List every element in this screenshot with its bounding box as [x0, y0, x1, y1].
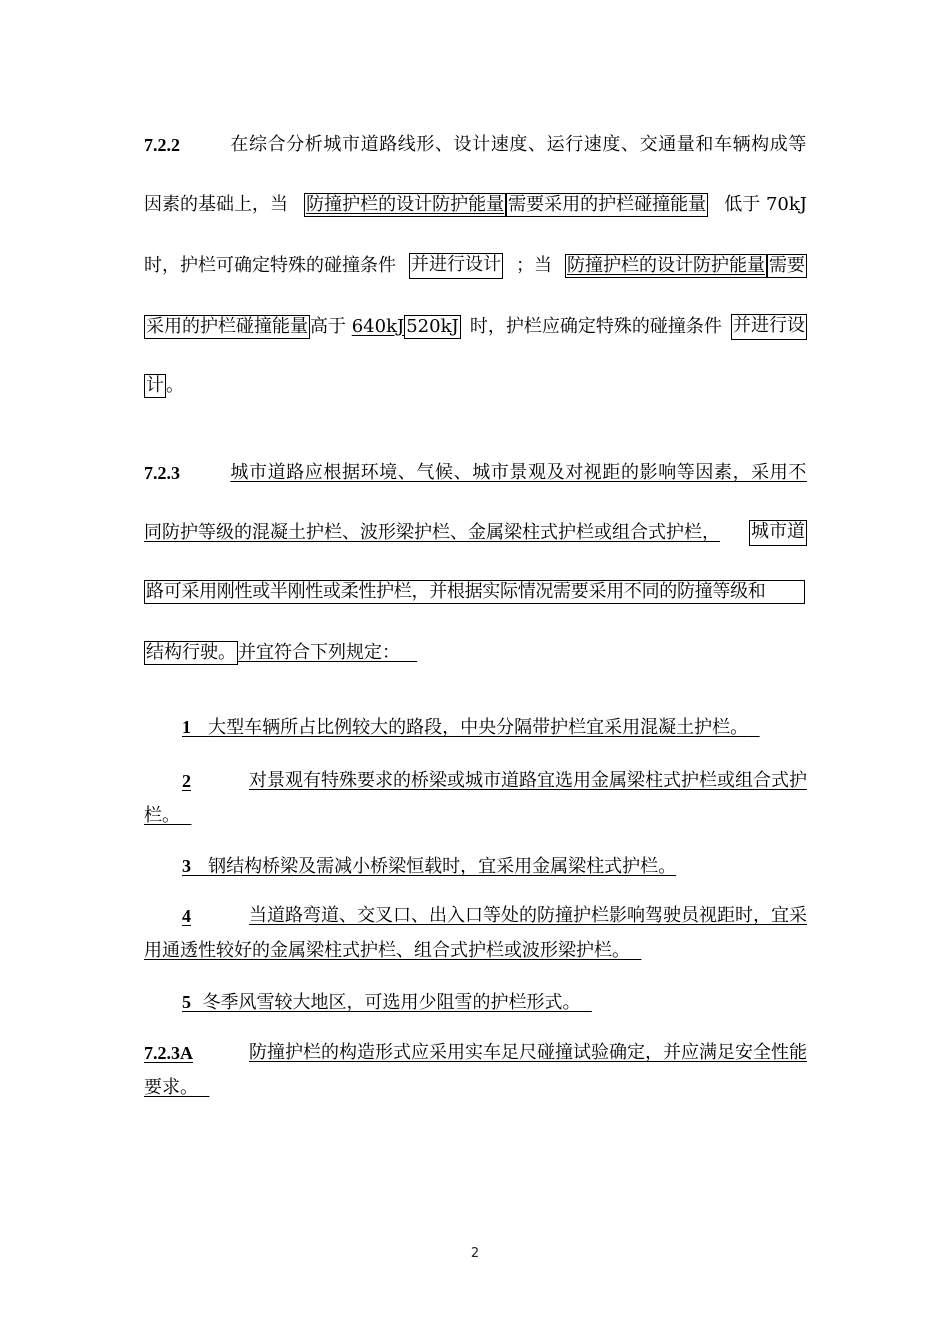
list-item — [182, 714, 760, 741]
item-number: 2 — [182, 771, 191, 791]
inserted-text: 防撞护栏的构造形式应采用实车足尺碰撞试验确定，并应满足安全性能 — [249, 1042, 807, 1063]
deleted-text-box: 520kJ — [406, 316, 459, 337]
item-text: 用通透性较好的金属梁柱式护栏、组合式护栏或波形梁护栏。 — [144, 940, 630, 961]
paragraph-text: 时，护栏可确定特殊的碰撞条件 — [144, 255, 396, 276]
paragraph-text: 时，护栏应确定特殊的碰撞条件 — [469, 316, 722, 337]
inserted-text: 城市道路应根据环境、气候、城市景观及对视距的影响等因素，采用不 — [230, 462, 807, 483]
page-number: 2 — [470, 1246, 480, 1261]
s722-line-4 — [144, 314, 807, 340]
deleted-text-box: 路可采用刚性或半刚性或柔性护栏，并根据实际情况需要采用不同的防撞等级和 — [144, 580, 805, 604]
s723-line-3 — [144, 579, 805, 605]
list-item — [182, 853, 676, 880]
inserted-text-box: 防撞护栏的设计防护能量 — [567, 255, 765, 276]
item-text: 对景观有特殊要求的桥梁或城市道路宜选用金属梁柱式护栏或组合式护 — [249, 770, 807, 791]
deleted-text-box: 计 — [146, 375, 164, 396]
inserted-text: 并宜符合下列规定： — [238, 642, 400, 663]
list-item — [182, 768, 807, 794]
s722-line-3 — [144, 253, 807, 279]
s722-line-5 — [144, 373, 184, 399]
s722-line-2 — [144, 192, 807, 218]
item-text: 栏。 — [144, 805, 180, 826]
deleted-text-box: 需要采用的护栏碰撞能量 — [508, 194, 707, 215]
item-text: 冬季风雪较大地区，可选用少阻雪的护栏形式。 — [202, 992, 581, 1013]
inserted-text-box: 防撞护栏的设计防护能量 — [306, 194, 505, 215]
item-text: 钢结构桥梁及需减小桥梁恒载时，宜采用金属梁柱式护栏。 — [208, 856, 677, 877]
paragraph-text: 在综合分析城市道路线形、设计速度、运行速度、交通量和车辆构成等 — [230, 134, 807, 155]
list-item-continuation — [144, 938, 641, 964]
section-number: 7.2.2 — [144, 135, 180, 155]
s723a-line-2 — [144, 1075, 209, 1101]
s723-line-1 — [144, 460, 807, 486]
item-number: 3 — [182, 856, 191, 876]
item-number: 5 — [182, 992, 191, 1012]
paragraph-text: 低于 70kJ — [724, 194, 807, 215]
paragraph-text: 。 — [166, 375, 184, 396]
paragraph-text: ；当 — [516, 255, 552, 276]
section-number: 7.2.3A — [144, 1043, 193, 1063]
deleted-text-box: 结构行驶。 — [146, 642, 236, 663]
list-item — [182, 903, 807, 929]
list-item — [182, 989, 592, 1016]
deleted-text-box: 采用的护栏碰撞能量 — [146, 316, 308, 337]
item-number: 1 — [182, 717, 191, 737]
paragraph-text: 高于 — [310, 316, 352, 337]
deleted-text-box: 并进行设 — [731, 314, 807, 340]
deleted-text-box: 需要 — [769, 255, 805, 276]
item-number: 4 — [182, 906, 191, 926]
s723-line-2 — [144, 520, 807, 546]
list-item-continuation — [144, 803, 191, 829]
inserted-text: 640kJ — [351, 316, 405, 337]
section-number: 7.2.3 — [144, 463, 180, 483]
s723a-line-1 — [144, 1040, 807, 1066]
item-text: 大型车辆所占比例较大的路段，中央分隔带护栏宜采用混凝土护栏。 — [208, 717, 749, 738]
paragraph-text: 因素的基础上，当 — [144, 194, 288, 215]
deleted-text-box: 城市道 — [749, 520, 807, 546]
s723-line-4 — [144, 640, 417, 666]
inserted-text: 同防护等级的混凝土护栏、波形梁护栏、金属梁柱式护栏或组合式护栏， — [144, 522, 720, 543]
deleted-text-box: 并进行设计 — [409, 253, 503, 279]
item-text: 当道路弯道、交叉口、出入口等处的防撞护栏影响驾驶员视距时，宜采 — [249, 905, 807, 926]
s722-line-1 — [144, 132, 807, 158]
inserted-text: 要求。 — [144, 1077, 198, 1098]
